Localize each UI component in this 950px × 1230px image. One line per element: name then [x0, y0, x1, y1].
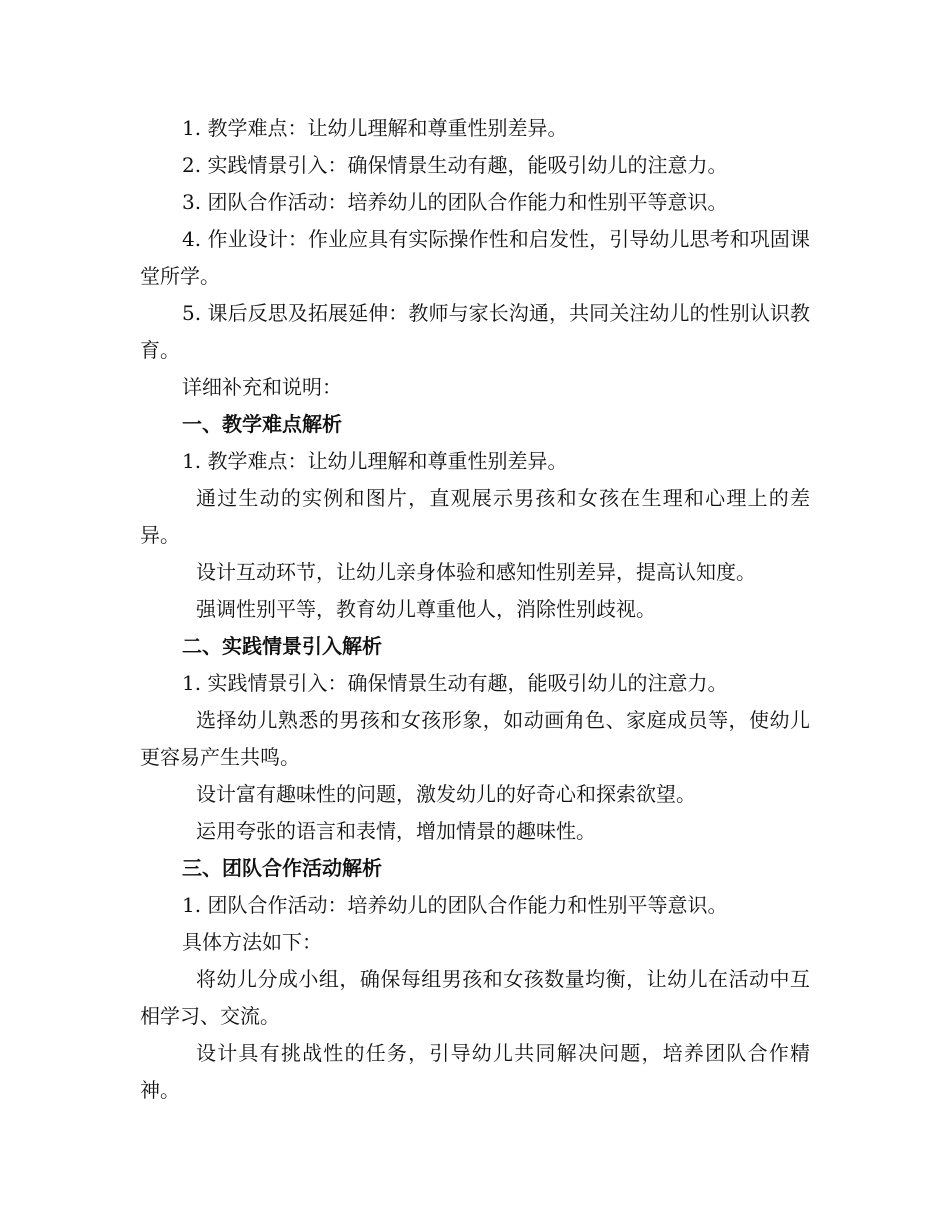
section2-point-2: 设计富有趣味性的问题，激发幼儿的好奇心和探索欲望。 [196, 782, 696, 806]
section3-heading: 三、团队合作活动解析 [182, 856, 382, 880]
document-page [140, 110, 810, 1109]
section2-point-1: 选择幼儿熟悉的男孩和女孩形象，如动画角色、家庭成员等，使幼儿更容易产生共鸣。 [140, 708, 810, 769]
supplement-label: 详细补充和说明： [182, 375, 342, 399]
section3-item: 1. 团队合作活动：培养幼儿的团队合作能力和性别平等意识。 [182, 893, 728, 917]
section3-point-1: 将幼儿分成小组，确保每组男孩和女孩数量均衡，让幼儿在活动中互相学习、交流。 [140, 967, 810, 1028]
intro-item-1: 1. 教学难点：让幼儿理解和尊重性别差异。 [182, 116, 568, 140]
section1-heading: 一、教学难点解析 [182, 412, 342, 436]
intro-item-2: 2. 实践情景引入：确保情景生动有趣，能吸引幼儿的注意力。 [182, 153, 728, 177]
section3-method-label: 具体方法如下： [182, 930, 322, 954]
section2-item: 1. 实践情景引入：确保情景生动有趣，能吸引幼儿的注意力。 [182, 671, 728, 695]
intro-item-4: 4. 作业设计：作业应具有实际操作性和启发性，引导幼儿思考和巩固课堂所学。 [140, 227, 810, 288]
intro-item-3: 3. 团队合作活动：培养幼儿的团队合作能力和性别平等意识。 [182, 190, 728, 214]
section1-point-3: 强调性别平等，教育幼儿尊重他人，消除性别歧视。 [196, 597, 656, 621]
section1-point-1: 通过生动的实例和图片，直观展示男孩和女孩在生理和心理上的差异。 [140, 486, 810, 547]
section2-point-3: 运用夸张的语言和表情，增加情景的趣味性。 [196, 819, 596, 843]
section3-point-2: 设计具有挑战性的任务，引导幼儿共同解决问题，培养团队合作精神。 [140, 1041, 810, 1102]
section1-item: 1. 教学难点：让幼儿理解和尊重性别差异。 [182, 449, 568, 473]
section2-heading: 二、实践情景引入解析 [182, 634, 382, 658]
intro-item-5: 5. 课后反思及拓展延伸：教师与家长沟通，共同关注幼儿的性别认识教育。 [140, 301, 810, 362]
section1-point-2: 设计互动环节，让幼儿亲身体验和感知性别差异，提高认知度。 [196, 560, 756, 584]
